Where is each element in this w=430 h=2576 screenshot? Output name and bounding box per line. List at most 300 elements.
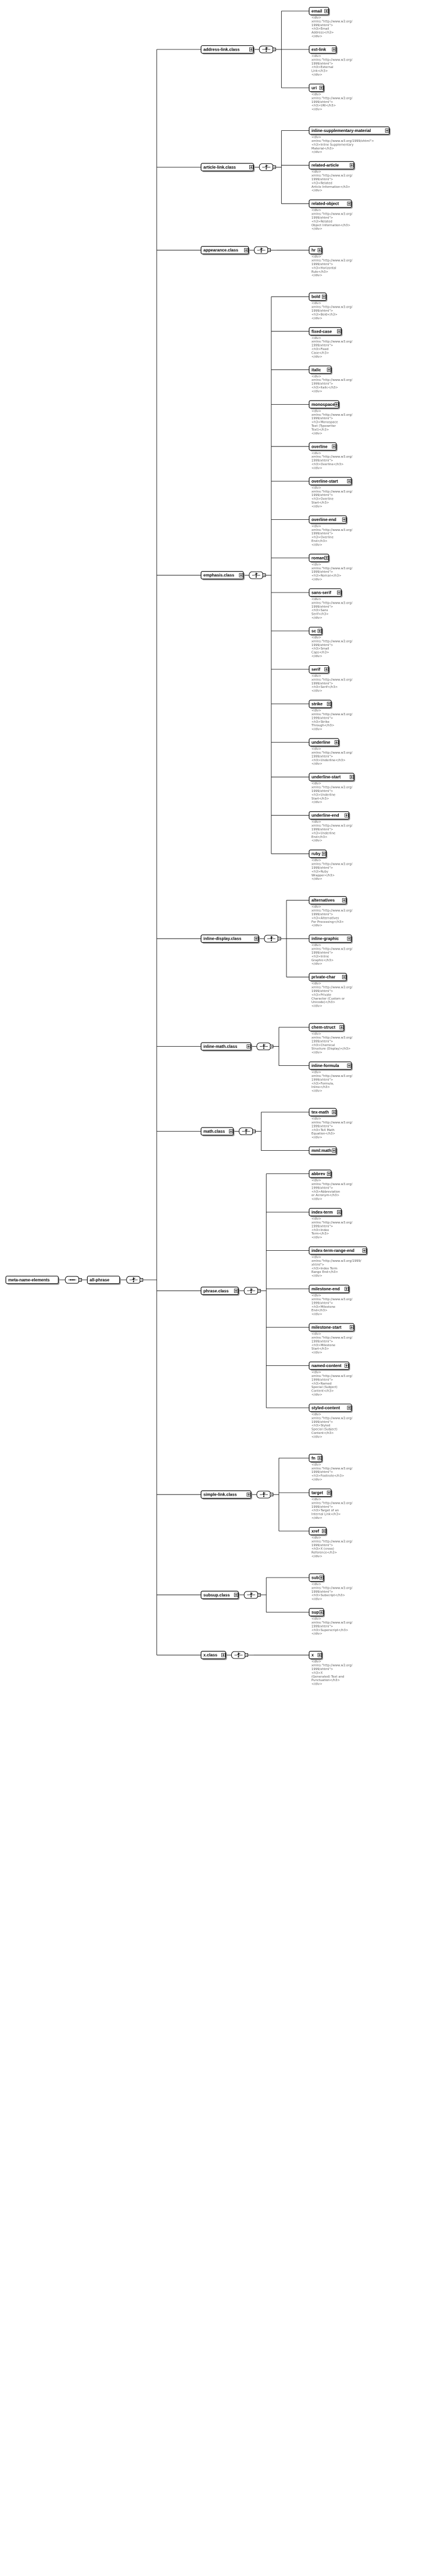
doc-line: <h3>Underline <box>311 793 336 797</box>
element-chem-struct-documentation <box>311 1033 353 1055</box>
element-inline-formula-label: inline-formula <box>311 1063 339 1069</box>
element-sc-documentation <box>311 636 353 658</box>
class-subsup-class-label: subsup.class <box>203 1592 230 1598</box>
element-xref-label: xref <box>311 1528 320 1534</box>
element-abbrev-documentation <box>311 1179 353 1201</box>
element-milestone-end-documentation <box>311 1294 353 1316</box>
element-inline-graphic[interactable] <box>309 935 353 944</box>
element-bold-documentation <box>311 302 353 320</box>
expand-icon[interactable] <box>385 129 389 133</box>
expand-icon[interactable] <box>342 975 346 979</box>
doc-line: Inline</h3> <box>311 1086 330 1090</box>
doc-line: </div> <box>311 1089 322 1093</box>
expand-icon[interactable] <box>332 1111 336 1114</box>
doc-line: Link</h3> <box>311 69 328 73</box>
doc-line: <h3>Milestone <box>311 1343 336 1347</box>
doc-line: </div> <box>311 1555 322 1558</box>
element-serif[interactable] <box>309 666 330 675</box>
doc-line: 1999/xhtml"> <box>311 951 334 955</box>
doc-line: </div> <box>311 616 322 620</box>
choice-compositor-icon <box>255 247 271 254</box>
doc-line: </div> <box>311 655 322 658</box>
doc-line: xmlns:"http://www.w3.org/ <box>311 824 353 828</box>
element-roman[interactable] <box>309 554 330 563</box>
class-math-class[interactable] <box>201 1128 235 1136</box>
doc-line: <h3>URI</h3> <box>311 104 336 108</box>
element-milestone-start-label: milestone-start <box>311 1325 342 1330</box>
element-underline-start-documentation <box>311 782 353 804</box>
doc-line: Content</h3> <box>311 1389 334 1393</box>
element-serif-label: serif <box>311 666 321 672</box>
doc-line: Reference</h3> <box>311 1551 338 1555</box>
element-sup[interactable] <box>309 1608 325 1617</box>
doc-line: <h3>Inline Supplementary <box>311 143 354 147</box>
element-ruby[interactable] <box>309 850 327 859</box>
expand-icon[interactable] <box>318 629 321 633</box>
doc-line: <div> <box>311 747 321 751</box>
element-milestone-start[interactable] <box>309 1323 355 1332</box>
element-overline[interactable] <box>309 443 338 451</box>
choice-compositor-icon <box>127 1276 143 1283</box>
doc-line: Wrapper</h3> <box>311 873 335 877</box>
expand-icon[interactable] <box>322 852 325 855</box>
expand-icon[interactable] <box>338 330 341 333</box>
expand-icon[interactable] <box>255 937 258 940</box>
doc-line: <div> <box>311 255 321 259</box>
expand-icon[interactable] <box>347 202 351 205</box>
element-roman-label: roman <box>311 555 324 561</box>
choice-compositor-icon <box>244 1592 260 1599</box>
element-overline-end[interactable] <box>309 516 347 525</box>
doc-line: </div> <box>311 801 322 805</box>
element-fixed-case-documentation <box>311 337 353 359</box>
class-article-link-class[interactable] <box>201 163 255 172</box>
doc-line: </div> <box>311 1051 322 1055</box>
expand-icon[interactable] <box>335 402 338 406</box>
class-phrase-class-label: phrase.class <box>203 1288 229 1294</box>
element-private-char-label: private-char <box>311 974 336 980</box>
doc-line: <h3>X (cross) <box>311 1547 334 1551</box>
element-underline[interactable] <box>309 738 340 747</box>
doc-line: </div> <box>311 227 322 231</box>
expand-icon[interactable] <box>342 898 346 902</box>
doc-line: <div> <box>311 1463 321 1467</box>
element-overline-documentation <box>311 452 353 470</box>
doc-line: <div> <box>311 525 321 529</box>
doc-line: 1999/xhtml"> <box>311 1225 334 1229</box>
element-roman-documentation <box>311 563 353 581</box>
doc-line: </div> <box>311 727 322 732</box>
element-ruby-documentation <box>311 859 353 881</box>
doc-line: <h3>Ruby <box>311 870 328 874</box>
doc-line: xmlns:"http://www.w3.org/ <box>311 413 353 417</box>
element-named-content-label: named-content <box>311 1363 342 1369</box>
element-named-content[interactable] <box>309 1362 350 1371</box>
expand-icon[interactable] <box>247 1493 250 1496</box>
doc-line: <h3>Inline <box>311 955 329 959</box>
element-overline-start-label: overline-start <box>311 478 338 484</box>
element-italic-documentation <box>311 375 353 394</box>
element-private-char[interactable] <box>309 973 347 982</box>
sequence-compositor-icon <box>65 1276 81 1283</box>
doc-line: xmlns:"http://www.w3.org/ <box>311 909 353 913</box>
doc-line: </div> <box>311 1004 322 1008</box>
element-italic[interactable] <box>309 366 332 374</box>
doc-line: <h3>Overline <box>311 536 334 540</box>
expand-icon[interactable] <box>318 1653 321 1657</box>
element-uri[interactable] <box>309 84 325 93</box>
choice-compositor-icon <box>257 1491 273 1498</box>
doc-line: <h3>Overline</h3> <box>311 463 344 466</box>
doc-line: </div> <box>311 505 322 509</box>
doc-line: <div> <box>311 1498 321 1501</box>
expand-icon[interactable] <box>347 479 351 483</box>
element-related-object[interactable] <box>309 200 353 209</box>
doc-line: Article Information</h3> <box>311 185 350 189</box>
class-article-link-class-label: article-link.class <box>203 164 236 170</box>
element-uri-label: uri <box>311 85 317 91</box>
element-index-term-range-end[interactable] <box>309 1247 368 1255</box>
element-strike-label: strike <box>311 701 323 707</box>
doc-line: <div> <box>311 451 321 455</box>
doc-line: <h3>Roman</h3> <box>311 574 342 578</box>
doc-line: 1999/xhtml"> <box>311 828 334 832</box>
element-email[interactable] <box>309 8 330 16</box>
doc-line: <h3>Related <box>311 220 332 224</box>
element-x[interactable] <box>309 1651 323 1660</box>
doc-line: xmlns:"http://www.w3.org/ <box>311 640 353 644</box>
expand-icon[interactable] <box>230 1130 233 1133</box>
doc-line: <h3>Formula, <box>311 1082 334 1086</box>
expand-icon[interactable] <box>327 368 331 372</box>
expand-icon[interactable] <box>327 702 331 706</box>
expand-icon[interactable] <box>221 1653 225 1657</box>
doc-line: </div> <box>311 1312 322 1316</box>
doc-line: Unicode)</h3> <box>311 1001 335 1005</box>
doc-line: Content</h3> <box>311 1432 334 1435</box>
element-monospace[interactable] <box>309 401 340 409</box>
doc-line: xmlns:"http://www.w3.org/ <box>311 305 353 309</box>
expand-icon[interactable] <box>335 741 338 744</box>
doc-line: 1999/xhtml"> <box>311 459 334 463</box>
class-address-link-class[interactable] <box>201 46 255 55</box>
element-inline-supplementary-material-label: inline-supplementary-material <box>311 128 371 134</box>
element-underline-start[interactable] <box>309 773 355 782</box>
element-index-term[interactable] <box>309 1208 343 1217</box>
expand-icon[interactable] <box>338 591 341 594</box>
element-tex-math-label: tex-math <box>311 1109 329 1115</box>
doc-line: </div> <box>311 316 322 320</box>
doc-line: <h3>Related <box>311 181 332 185</box>
element-index-term-documentation <box>311 1218 353 1240</box>
element-inline-graphic-label: inline-graphic <box>311 936 339 941</box>
element-email-documentation <box>311 16 353 38</box>
doc-line: <div> <box>311 1413 321 1417</box>
expand-icon[interactable] <box>338 1211 341 1214</box>
doc-line: <div> <box>311 486 321 490</box>
element-overline-label: overline <box>311 444 328 449</box>
element-abbrev[interactable] <box>309 1170 332 1179</box>
doc-line: xmlns:"http://www.w3.org/1999/xhtml"> <box>311 140 374 143</box>
doc-line: xmlns:"http://www.w3.org/ <box>311 58 353 62</box>
expand-icon[interactable] <box>320 1611 323 1614</box>
doc-line: <h3>Target of an <box>311 1509 339 1513</box>
doc-line: <h3>Private <box>311 993 332 997</box>
doc-line: 1999/xhtml"> <box>311 990 334 993</box>
doc-line: xmlns:"http://www.w3.org/ <box>311 20 353 24</box>
element-overline-start[interactable] <box>309 477 353 486</box>
group-all-phrase[interactable] <box>87 1276 121 1285</box>
doc-line: xmlns:"http://www.w3.org/ <box>311 1121 353 1125</box>
doc-line: <div> <box>311 336 321 340</box>
element-strike[interactable] <box>309 700 332 709</box>
element-related-article[interactable] <box>309 162 355 170</box>
doc-line: <div> <box>311 820 321 825</box>
doc-line: Caps</h3> <box>311 651 329 655</box>
expand-icon[interactable] <box>342 518 346 521</box>
doc-line: <div> <box>311 782 321 786</box>
class-subsup-class[interactable] <box>201 1591 239 1600</box>
element-monospace-label: monospace <box>311 401 335 407</box>
choice-compositor-icon <box>259 163 275 170</box>
expand-icon[interactable] <box>249 48 253 51</box>
doc-line: xmlns:"http://www.w3.org/ <box>311 1221 353 1225</box>
class-appearance-class[interactable] <box>201 247 250 255</box>
doc-line: xmlns:"http://www.w3.org/ <box>311 601 353 605</box>
doc-line: End</h3> <box>311 540 328 543</box>
class-x-class[interactable] <box>201 1651 227 1660</box>
doc-line: 1999/xhtml"> <box>311 309 334 313</box>
element-sc[interactable] <box>309 627 323 636</box>
doc-line: Graphic</h3> <box>311 958 334 962</box>
class-inline-math-class-label: inline-math.class <box>203 1044 238 1050</box>
expand-icon[interactable] <box>327 1491 331 1494</box>
doc-line: xmlns:"http://www.w3.org/ <box>311 1621 353 1625</box>
doc-line: 1999/xhtml"> <box>311 62 334 66</box>
element-hr-label: hr <box>311 247 316 253</box>
doc-line: 1999/xhtml"> <box>311 913 334 916</box>
expand-icon[interactable] <box>327 1172 331 1176</box>
doc-line: xmlns:"http://www.w3.org/ <box>311 1586 353 1590</box>
element-chem-struct[interactable] <box>309 1023 345 1032</box>
element-inline-supplementary-material[interactable] <box>309 127 390 135</box>
expand-icon[interactable] <box>347 937 351 940</box>
expand-icon[interactable] <box>318 248 321 252</box>
expand-icon[interactable] <box>322 295 325 298</box>
doc-line: </div> <box>311 877 322 882</box>
doc-line: Text (Typewriter <box>311 424 336 428</box>
doc-line: 1999/xhtml"> <box>311 1040 334 1044</box>
doc-line: <div> <box>311 209 321 213</box>
choice-compositor-icon <box>249 572 266 579</box>
expand-icon[interactable] <box>318 1456 321 1460</box>
expand-icon[interactable] <box>350 163 353 167</box>
doc-line: 1999/xhtml"> <box>311 1543 334 1547</box>
element-mml-math[interactable] <box>309 1147 338 1155</box>
doc-line: </div> <box>311 151 322 155</box>
expand-icon[interactable] <box>350 775 353 779</box>
expand-icon[interactable] <box>340 1026 343 1029</box>
doc-line: <div> <box>311 982 321 986</box>
doc-line: 1999/xhtml"> <box>311 1590 334 1594</box>
doc-line: <div> <box>311 709 321 713</box>
doc-line: </div> <box>311 1351 322 1355</box>
doc-line: <h3>Alternatives <box>311 916 339 920</box>
doc-line: </div> <box>311 274 322 278</box>
choice-compositor-icon <box>244 1287 260 1294</box>
element-sub-documentation <box>311 1583 353 1601</box>
element-named-content-documentation <box>311 1371 353 1397</box>
doc-line: xmlns:"http://www.w3.org/ <box>311 751 353 755</box>
element-xref[interactable] <box>309 1528 327 1536</box>
doc-line: 1999/xhtml"> <box>311 532 334 536</box>
doc-line: </div> <box>311 839 322 843</box>
element-overline-start-documentation <box>311 486 353 508</box>
expand-icon[interactable] <box>350 1326 353 1329</box>
doc-line: Object Information</h3> <box>311 223 350 227</box>
doc-line: <div> <box>311 1583 321 1586</box>
expand-icon[interactable] <box>345 1364 349 1368</box>
expand-icon[interactable] <box>234 1593 238 1597</box>
doc-line: <div> <box>311 170 321 174</box>
expand-icon[interactable] <box>332 445 336 448</box>
element-email-label: email <box>311 8 322 14</box>
element-uri-documentation <box>311 93 353 112</box>
doc-line: xmlns:"http://www.w3.org/ <box>311 379 353 383</box>
element-inline-formula[interactable] <box>309 1062 353 1071</box>
doc-line: xmlns:"http://www.w3.org/ <box>311 1417 353 1421</box>
element-bold[interactable] <box>309 293 327 302</box>
element-sub[interactable] <box>309 1574 325 1583</box>
expand-icon[interactable] <box>249 165 253 169</box>
root-element-meta-name-elements[interactable] <box>6 1276 59 1285</box>
class-simple-link-class[interactable] <box>201 1491 252 1500</box>
class-inline-math-class[interactable] <box>201 1043 252 1051</box>
doc-line: xhtml"> <box>311 1263 325 1267</box>
element-sup-documentation <box>311 1618 353 1636</box>
doc-line: xmlns:"http://www.w3.org/ <box>311 1036 353 1040</box>
element-sans-serif[interactable] <box>309 589 343 598</box>
choice-compositor-icon <box>264 935 281 942</box>
element-target-label: target <box>311 1490 323 1496</box>
doc-line: Internal Link</h3> <box>311 1512 341 1517</box>
element-target[interactable] <box>309 1489 332 1498</box>
class-phrase-class[interactable] <box>201 1287 239 1296</box>
expand-icon[interactable] <box>320 1576 323 1579</box>
expand-icon[interactable] <box>234 1289 238 1293</box>
element-serif-documentation <box>311 675 353 693</box>
doc-line: Character (Custom or <box>311 997 345 1001</box>
doc-line: 1999/xhtml"> <box>311 643 334 647</box>
doc-line: 1999/xhtml"> <box>311 1125 334 1129</box>
doc-line: 1999/xhtml"> <box>311 417 334 421</box>
doc-line: <h3>TeX Math <box>311 1128 335 1132</box>
element-underline-end[interactable] <box>309 812 350 820</box>
doc-line: </div> <box>311 1517 322 1520</box>
expand-icon[interactable] <box>247 1045 250 1048</box>
element-inline-formula-documentation <box>311 1071 353 1093</box>
element-fn[interactable] <box>309 1454 323 1463</box>
element-chem-struct-label: chem-struct <box>311 1025 336 1030</box>
root-element-meta-name-elements-label: meta-name-elements <box>8 1277 50 1283</box>
doc-line: Case</h3> <box>311 351 329 355</box>
doc-line: <div> <box>311 1294 321 1298</box>
expand-icon[interactable] <box>347 1406 351 1410</box>
element-sans-serif-documentation <box>311 598 353 620</box>
element-inline-graphic-documentation <box>311 944 353 966</box>
expand-icon[interactable] <box>245 248 248 252</box>
expand-icon[interactable] <box>345 814 349 817</box>
element-tex-math[interactable] <box>309 1108 338 1117</box>
doc-line: </div> <box>311 189 322 193</box>
doc-line: <div> <box>311 374 321 379</box>
doc-line: Through</h3> <box>311 724 335 728</box>
doc-line: 1999/xhtml"> <box>311 605 334 609</box>
class-inline-display-class[interactable] <box>201 935 260 944</box>
doc-line: <h3>Small <box>311 647 329 651</box>
element-related-object-documentation <box>311 209 353 231</box>
expand-icon[interactable] <box>325 668 328 671</box>
doc-line: </div> <box>311 355 322 359</box>
expand-icon[interactable] <box>332 48 336 51</box>
class-emphasis-class[interactable] <box>201 572 245 580</box>
element-fn-documentation <box>311 1463 353 1482</box>
element-sc-label: sc <box>311 628 316 634</box>
doc-line: <div> <box>311 1117 321 1121</box>
element-hr[interactable] <box>309 247 323 255</box>
element-inline-supplementary-material-documentation <box>311 136 374 155</box>
choice-compositor-icon <box>231 1651 248 1658</box>
doc-line: <h3>Horizontal <box>311 266 336 270</box>
expand-icon[interactable] <box>325 9 328 13</box>
doc-line: 1999/xhtml"> <box>311 682 334 686</box>
element-overline-end-label: overline-end <box>311 516 336 522</box>
element-alternatives[interactable] <box>309 897 347 905</box>
element-milestone-end[interactable] <box>309 1285 350 1294</box>
element-ext-link[interactable] <box>309 46 338 55</box>
doc-line: 1999/xhtml"> <box>311 1471 334 1475</box>
expand-icon[interactable] <box>320 86 323 90</box>
doc-line: 1999/xhtml"> <box>311 382 334 386</box>
doc-line: Equation</h3> <box>311 1132 335 1136</box>
expand-icon[interactable] <box>347 1064 351 1068</box>
doc-line: <h3>Strike <box>311 720 329 724</box>
class-emphasis-class-label: emphasis.class <box>203 572 235 578</box>
doc-line: Start</h3> <box>311 797 329 801</box>
doc-line: xmlns:"http://www.w3.org/ <box>311 1336 353 1340</box>
expand-icon[interactable] <box>239 573 243 577</box>
element-styled-content[interactable] <box>309 1404 353 1413</box>
doc-line: xmlns:"http://www.w3.org/ <box>311 947 353 951</box>
doc-line: 1999/xhtml"> <box>311 1378 334 1382</box>
expand-icon[interactable] <box>322 1529 325 1533</box>
element-private-char-documentation <box>311 982 353 1008</box>
element-italic-label: italic <box>311 367 321 373</box>
doc-line: Range End</h3> <box>311 1271 338 1275</box>
element-fixed-case[interactable] <box>309 327 343 336</box>
expand-icon[interactable] <box>332 1149 336 1153</box>
expand-icon[interactable] <box>345 1287 349 1291</box>
doc-line: xmlns:"http://www.w3.org/ <box>311 566 353 570</box>
doc-line: xmlns:"http://www.w3.org/ <box>311 1501 353 1505</box>
doc-line: End</h3> <box>311 835 328 839</box>
expand-icon[interactable] <box>325 556 328 559</box>
doc-line: <h3>Chemical <box>311 1043 335 1047</box>
doc-line: </div> <box>311 578 322 581</box>
expand-icon[interactable] <box>363 1249 366 1253</box>
doc-line: End</h3> <box>311 1309 328 1313</box>
element-underline-end-documentation <box>311 820 353 843</box>
